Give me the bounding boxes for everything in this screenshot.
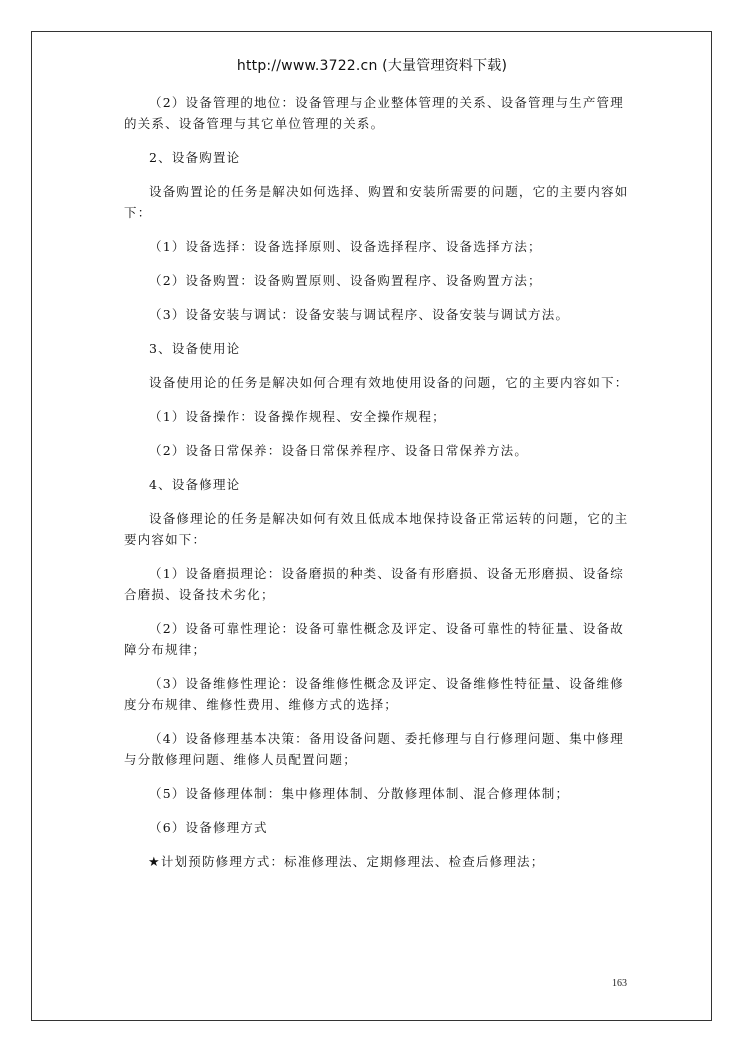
- document-body: [124, 92, 634, 886]
- list-item-wear-theory: （1）设备磨损理论：设备磨损的种类、设备有形磨损、设备无形磨损、设备综合磨损、设备技术劣化；: [124, 566, 624, 602]
- list-item-selection: （1）设备选择：设备选择原则、设备选择程序、设备选择方法；: [149, 239, 542, 254]
- list-item-repair-system: （5）设备修理体制：集中修理体制、分散修理体制、混合修理体制；: [149, 786, 570, 801]
- paragraph-usage-intro: 设备使用论的任务是解决如何合理有效地使用设备的问题，它的主要内容如下：: [149, 375, 629, 390]
- paragraph-management-status: （2）设备管理的地位：设备管理与企业整体管理的关系、设备管理与生产管理的关系、设备管理与其它单位管理的关系。: [124, 95, 624, 131]
- star-bullet-icon: ★: [148, 855, 161, 870]
- page-header-url: http://www.3722.cn (大量管理资料下载): [236, 58, 508, 74]
- list-item-repair-methods: （6）设备修理方式: [149, 820, 268, 835]
- list-item-operation: （1）设备操作：设备操作规程、安全操作规程；: [149, 409, 446, 424]
- list-item-purchase: （2）设备购置：设备购置原则、设备购置程序、设备购置方法；: [149, 273, 542, 288]
- list-item-repair-decisions: （4）设备修理基本决策：备用设备问题、委托修理与自行修理问题、集中修理与分散修理问题、维修人员配置问题；: [124, 731, 624, 767]
- paragraph-purchase-intro: 设备购置论的任务是解决如何选择、购置和安装所需要的问题，它的主要内容如下：: [124, 184, 629, 220]
- list-item-reliability-theory: （2）设备可靠性理论：设备可靠性概念及评定、设备可靠性的特征量、设备故障分布规律；: [124, 621, 624, 657]
- star-list-item: [124, 851, 634, 873]
- section-heading-purchase: 2、设备购置论: [149, 150, 241, 165]
- list-item-maintenance: （2）设备日常保养：设备日常保养程序、设备日常保养方法。: [149, 443, 529, 458]
- page-number: 163: [612, 978, 627, 989]
- star-item-text: 计划预防修理方式：标准修理法、定期修理法、检查后修理法；: [160, 854, 545, 869]
- section-heading-repair: 4、设备修理论: [149, 477, 241, 492]
- paragraph-repair-intro: 设备修理论的任务是解决如何有效且低成本地保持设备正常运转的问题，它的主要内容如下：: [124, 511, 629, 547]
- list-item-installation: （3）设备安装与调试：设备安装与调试程序、设备安装与调试方法。: [149, 307, 570, 322]
- section-heading-usage: 3、设备使用论: [149, 341, 241, 356]
- list-item-maintainability-theory: （3）设备维修性理论：设备维修性概念及评定、设备维修性特征量、设备维修度分布规律、维修性费用、维修方式的选择；: [124, 676, 624, 712]
